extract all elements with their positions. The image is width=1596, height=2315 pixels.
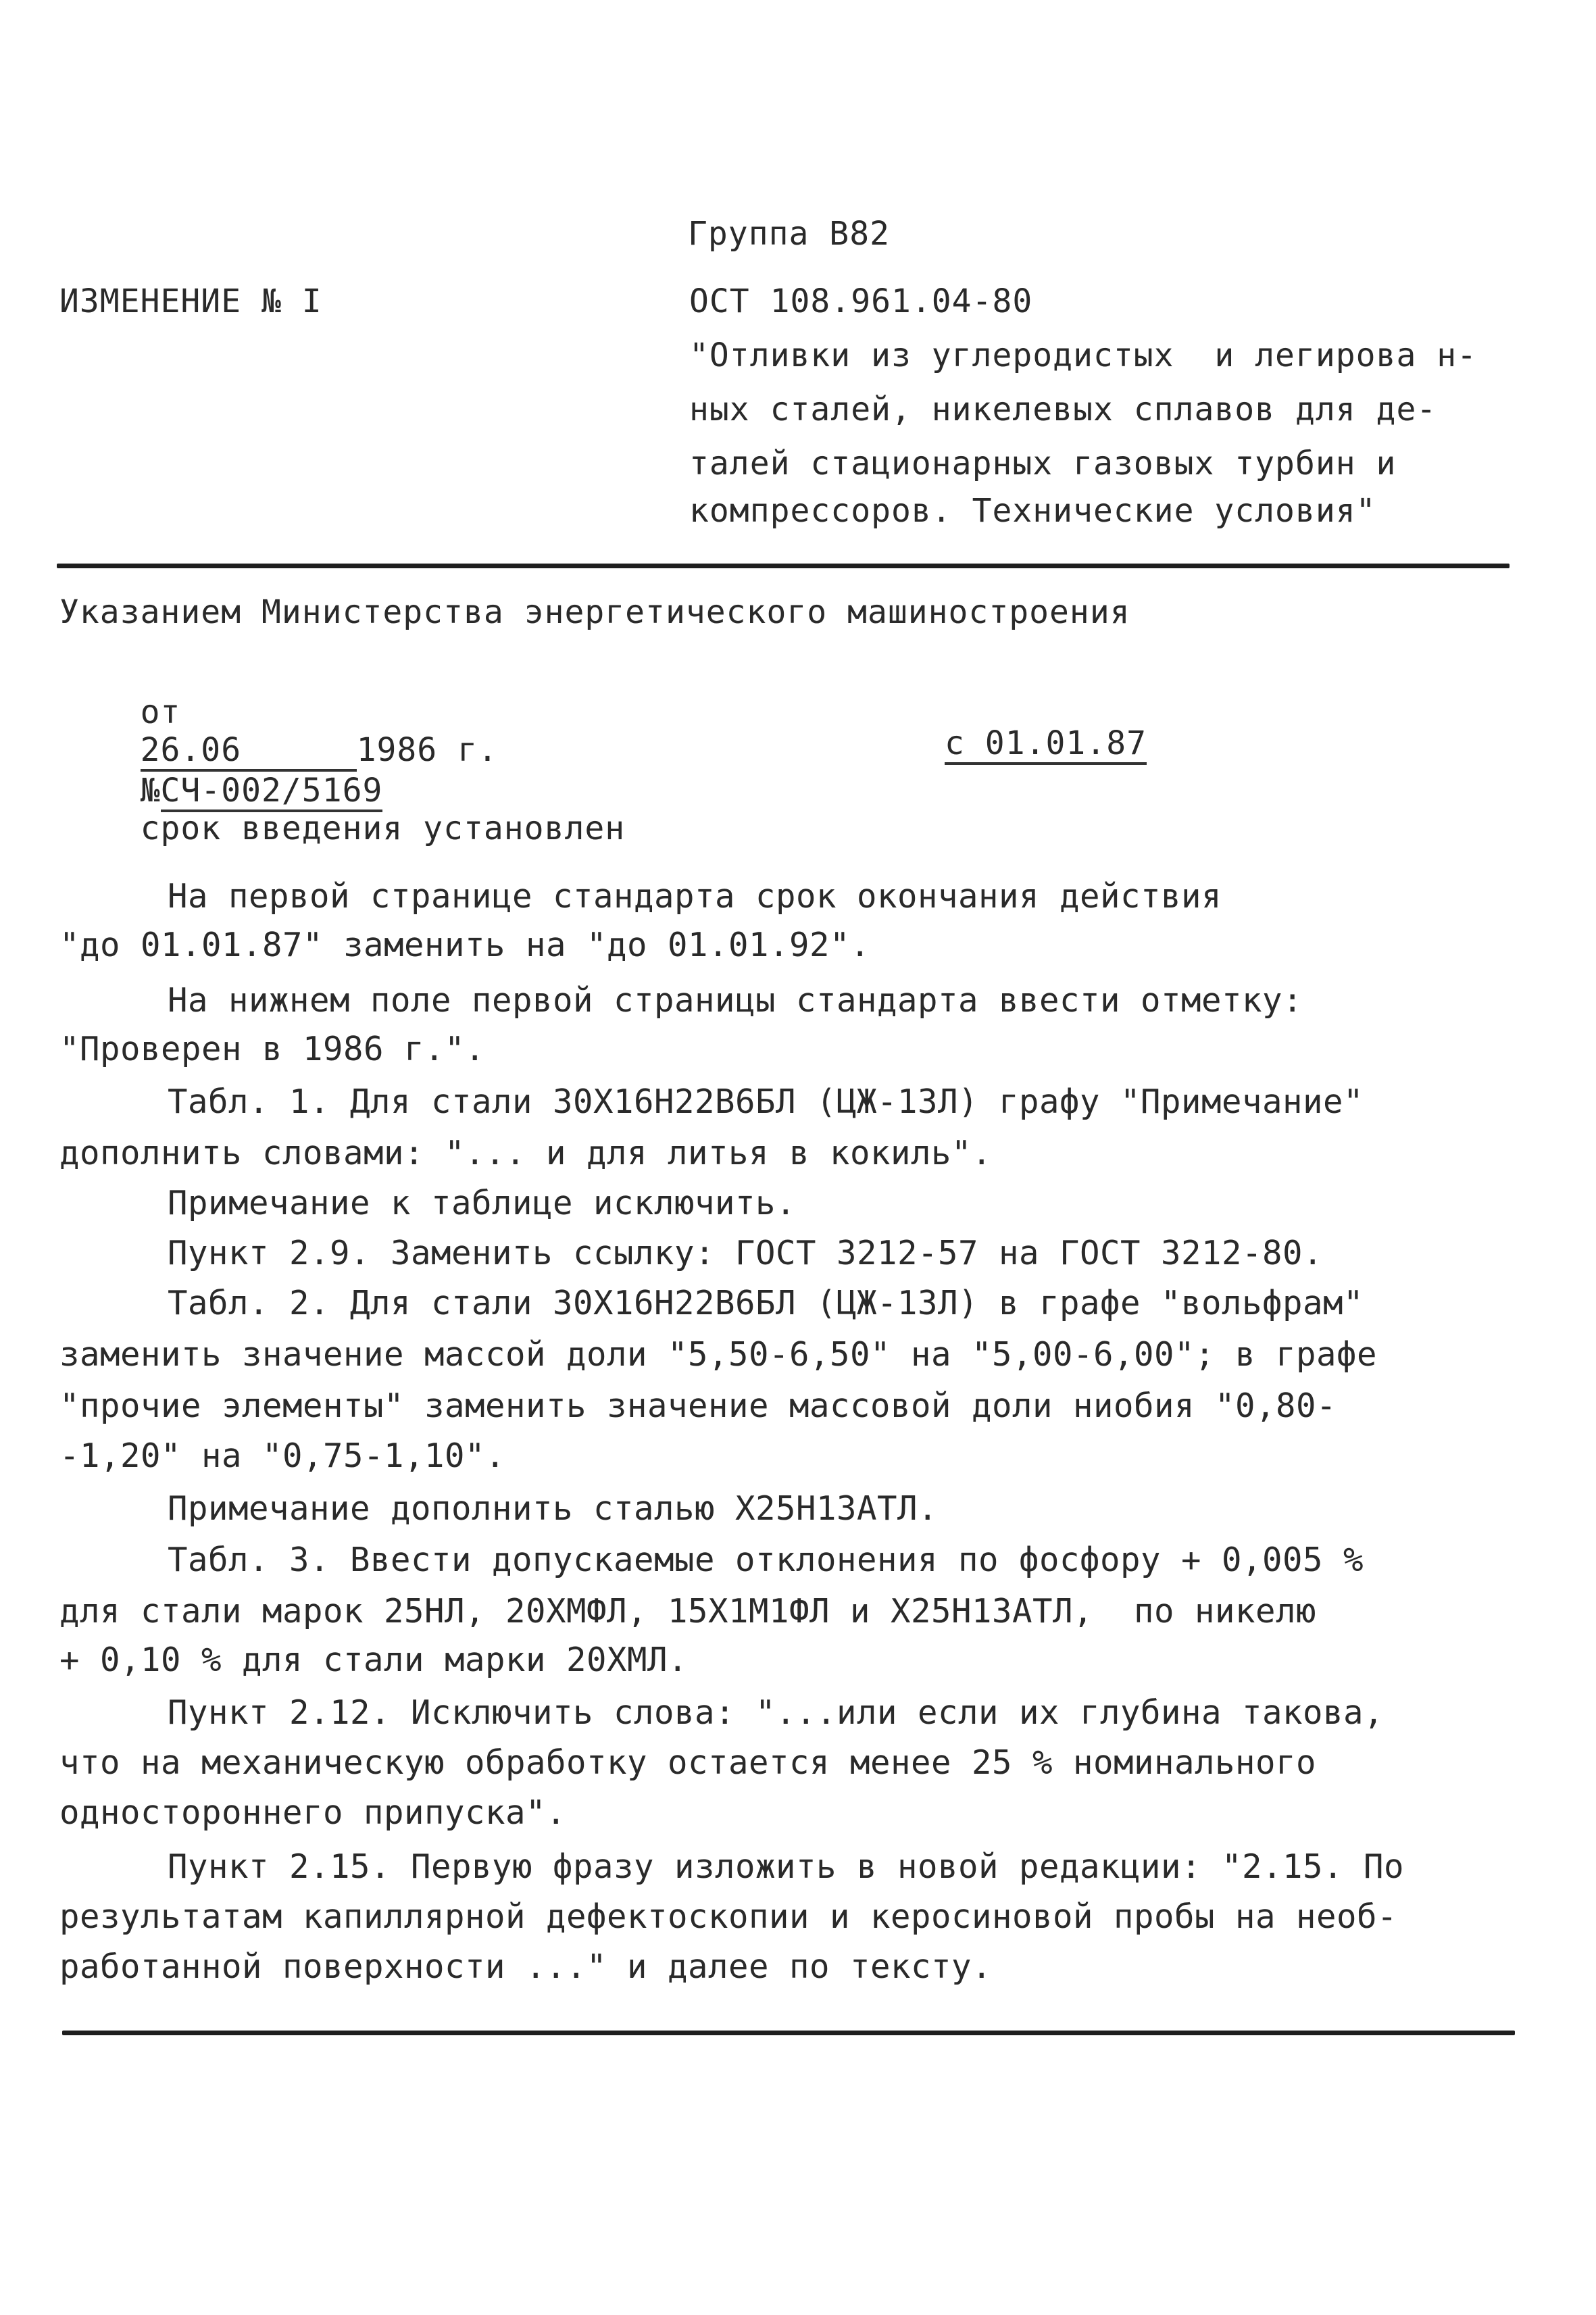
body-line: Пункт 2.12. Исключить слова: "...или если их глубина такова, (168, 1693, 1385, 1732)
directive-prefix: от (140, 693, 181, 731)
body-line: Табл. 2. Для стали 30Х16Н22В6БЛ (ЦЖ-13Л) в графе "вольфрам" (168, 1284, 1364, 1322)
body-line: "прочие элементы" заменить значение массовой доли ниобия "0,80- (59, 1387, 1337, 1425)
group-code: Группа В82 (688, 215, 890, 253)
body-line: "Проверен в 1986 г.". (59, 1030, 486, 1068)
body-line: для стали марок 25НЛ, 20ХМФЛ, 15Х1М1ФЛ и Х25Н13АТЛ, по никелю (59, 1592, 1317, 1631)
body-line: одностороннего припуска". (59, 1793, 567, 1832)
body-line: Пункт 2.15. Первую фразу изложить в новой редакции: "2.15. По (168, 1847, 1405, 1886)
body-line: работанной поверхности ..." и далее по тексту. (59, 1947, 993, 1986)
body-line: результатам капиллярной дефектоскопии и керосиновой пробы на необ- (59, 1897, 1398, 1936)
directive-number: СЧ-002/5169 (161, 772, 383, 812)
body-line: Табл. 3. Ввести допускаемые отклонения по фосфору + 0,005 % (168, 1541, 1364, 1579)
directive-date-line (59, 655, 625, 885)
body-line: дополнить словами: "... и для литья в кокиль". (59, 1134, 993, 1172)
directive-year: 1986 г. (356, 731, 498, 769)
body-line: "до 01.01.87" заменить на "до 01.01.92". (59, 926, 871, 964)
body-line: Примечание к таблице исключить. (168, 1184, 797, 1222)
body-line: Пункт 2.9. Заменить ссылку: ГОСТ 3212-57 на ГОСТ 3212-80. (168, 1234, 1324, 1272)
body-line: На первой странице стандарта срок окончания действия (168, 877, 1222, 916)
body-line: -1,20" на "0,75-1,10". (59, 1437, 506, 1475)
directive-line: Указанием Министерства энергетического машиностроения (59, 593, 1130, 631)
body-line: Примечание дополнить сталью Х25Н13АТЛ. (168, 1489, 939, 1528)
standard-title-line: талей стационарных газовых турбин и (689, 445, 1397, 482)
footer-divider (62, 2031, 1515, 2035)
body-line: Табл. 1. Для стали 30Х16Н22В6БЛ (ЦЖ-13Л) графу "Примечание" (168, 1082, 1364, 1121)
body-line: На нижнем поле первой страницы стандарта ввести отметку: (168, 981, 1303, 1020)
body-line: что на механическую обработку остается менее 25 % номинального (59, 1743, 1317, 1782)
standard-title-line: "Отливки из углеродистых и легирова н- (689, 337, 1478, 374)
body-line: заменить значение массой доли "5,50-6,50" на "5,00-6,00"; в графе (59, 1335, 1378, 1374)
directive-suffix: срок введения установлен (140, 810, 626, 847)
change-label: ИЗМЕНЕНИЕ № I (59, 282, 322, 320)
standard-title-line: ных сталей, никелевых сплавов для де- (689, 391, 1437, 428)
directive-date (141, 731, 357, 772)
directive-date-value: 26.06 (140, 731, 242, 769)
body-line: + 0,10 % для стали марки 20ХМЛ. (59, 1641, 689, 1679)
directive-number-sign: № (140, 772, 161, 810)
header-divider (57, 564, 1510, 568)
effective-date: с 01.01.87 (945, 724, 1147, 765)
standard-title-line: компрессоров. Технические условия" (689, 492, 1376, 530)
standard-number: ОСТ 108.961.04-80 (689, 282, 1033, 320)
